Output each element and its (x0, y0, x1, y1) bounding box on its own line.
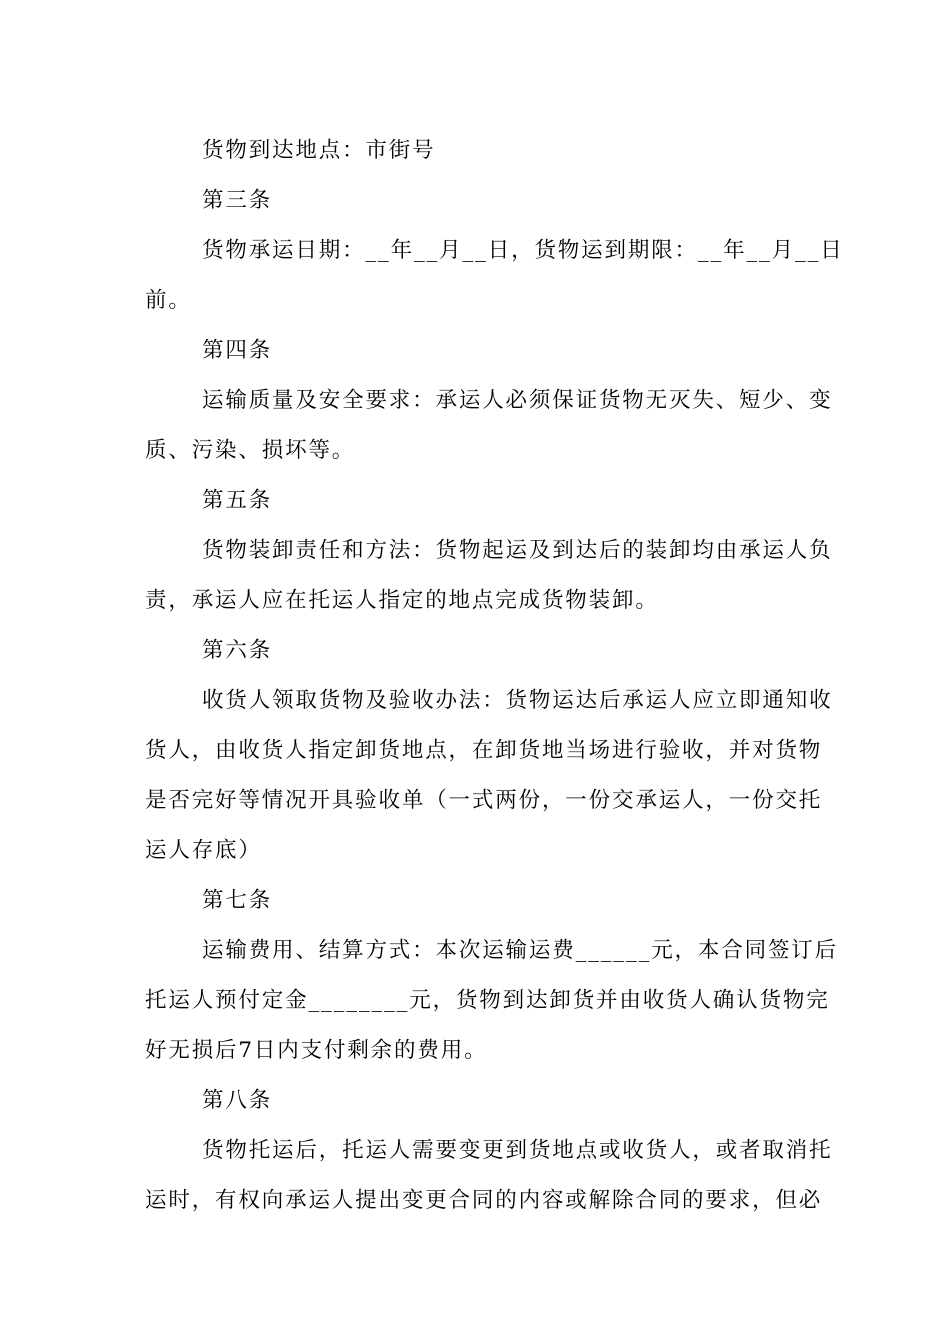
receiving-inspection-line-4: 运人存底） (145, 838, 262, 863)
article-7-heading: 第七条 (202, 888, 273, 913)
article-4-heading: 第四条 (202, 338, 273, 363)
article-6-heading: 第六条 (202, 638, 273, 663)
change-contract-line-2: 运时，有权向承运人提出变更合同的内容或解除合同的要求，但必 (145, 1188, 823, 1213)
arrival-location-line: 货物到达地点：市街号 (202, 138, 436, 163)
fees-settlement-line-3: 好无损后7日内支付剩余的费用。 (145, 1038, 488, 1063)
receiving-inspection-line-3: 是否完好等情况开具验收单（一式两份，一份交承运人，一份交托 (145, 788, 823, 813)
shipping-date-line-continued: 前。 (145, 288, 192, 313)
article-3-heading: 第三条 (202, 188, 273, 213)
fees-settlement-line: 运输费用、结算方式：本次运输运费______元，本合同签订后 (202, 938, 839, 963)
loading-responsibility-line-continued: 责，承运人应在托运人指定的地点完成货物装卸。 (145, 588, 659, 613)
loading-responsibility-line: 货物装卸责任和方法：货物起运及到达后的装卸均由承运人负 (202, 538, 833, 563)
article-8-heading: 第八条 (202, 1088, 273, 1113)
receiving-inspection-line: 收货人领取货物及验收办法：货物运达后承运人应立即通知收 (202, 688, 833, 713)
change-contract-line: 货物托运后，托运人需要变更到货地点或收货人，或者取消托 (202, 1138, 833, 1163)
shipping-date-line: 货物承运日期：__年__月__日，货物运到期限：__年__月__日 (202, 238, 844, 263)
fees-settlement-line-2: 托运人预付定金________元，货物到达卸货并由收货人确认货物完 (145, 988, 830, 1013)
quality-safety-line-continued: 质、污染、损坏等。 (145, 438, 356, 463)
receiving-inspection-line-2: 货人，由收货人指定卸货地点，在卸货地当场进行验收，并对货物 (145, 738, 823, 763)
quality-safety-line: 运输质量及安全要求：承运人必须保证货物无灭失、短少、变 (202, 388, 833, 413)
article-5-heading: 第五条 (202, 488, 273, 513)
